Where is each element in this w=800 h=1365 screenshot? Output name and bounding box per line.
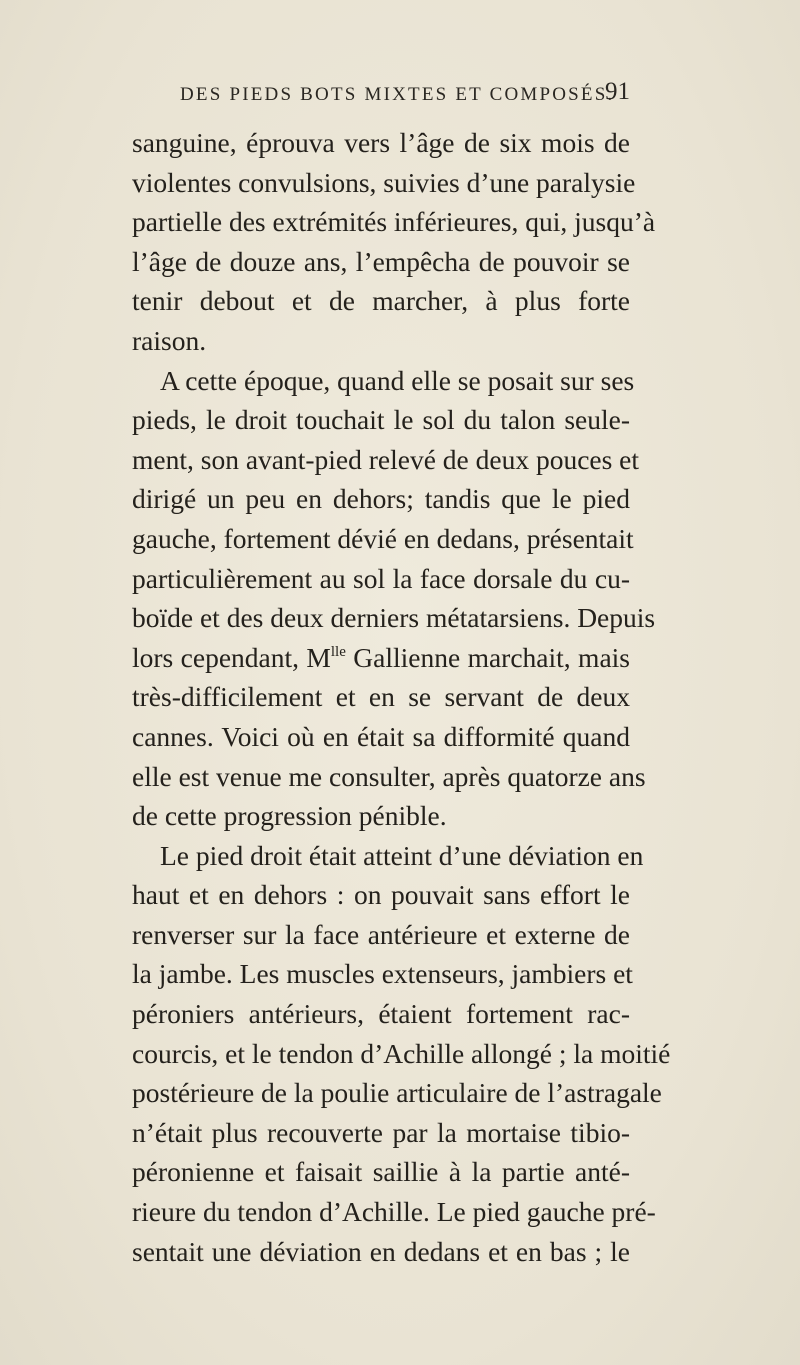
text-line: de cette progression pénible. (132, 800, 447, 832)
text-line: sanguine, éprouva vers l’âge de six mois de (132, 127, 630, 158)
page-number: 91 (605, 78, 630, 105)
text-line: postérieure de la poulie articulaire de l’astragale (132, 1077, 662, 1109)
text-line: boïde et des deux derniers métatarsiens. Depuis (132, 602, 656, 634)
text-line: Le pied droit était atteint d’une déviation en (160, 839, 644, 871)
running-title: DES PIEDS BOTS MIXTES ET COMPOSÉS. (180, 84, 615, 105)
text-line (132, 638, 630, 678)
text-line: sentait une déviation en dedans et en bas ; le (132, 1235, 630, 1267)
text-line: péroniers antérieurs, étaient fortement rac- (132, 998, 630, 1030)
text-line: gauche, fortement dévié en dedans, présentait (132, 522, 634, 554)
text-line: courcis, et le tendon d’Achille allongé ; la moitié (132, 1037, 671, 1069)
abbreviation-superscript: lle (330, 643, 346, 660)
text-line: péronienne et faisait saillie à la partie anté- (132, 1156, 630, 1188)
text-line: violentes convulsions, suivies d’une paralysie (132, 166, 636, 198)
text-line: particulièrement au sol la face dorsale du cu- (132, 562, 630, 594)
text-line: renverser sur la face antérieure et externe de (132, 918, 630, 950)
text-line: n’était plus recouverte par la mortaise tibio- (132, 1116, 630, 1148)
text-line: raison. (132, 324, 207, 356)
text-line: cannes. Voici où en était sa difformité quand (132, 720, 630, 752)
text-segment: Gallienne marchait, mais (345, 641, 630, 673)
text-line: elle est venue me consulter, après quatorze ans (132, 760, 646, 792)
text-line: partielle des extrémités inférieures, qui, jusqu’à (132, 206, 656, 238)
text-line: dirigé un peu en dehors; tandis que le pied (132, 483, 630, 515)
text-line: ment, son avant-pied relevé de deux pouces et (132, 443, 640, 475)
text-line: la jambe. Les muscles extenseurs, jambiers et (132, 958, 633, 990)
text-line: très-difficilement et en se servant de deux (132, 681, 630, 713)
text-line: pieds, le droit touchait le sol du talon seule- (132, 404, 630, 436)
text-line: A cette époque, quand elle se posait sur ses (160, 364, 635, 396)
text-segment: lors cependant, M (132, 641, 331, 673)
text-line: haut et en dehors : on pouvait sans effort le (132, 879, 630, 911)
text-line: rieure du tendon d’Achille. Le pied gauche pré- (132, 1196, 656, 1228)
text-line: l’âge de douze ans, l’empêcha de pouvoir se (132, 245, 630, 277)
text-line: tenir debout et de marcher, à plus forte (132, 285, 630, 317)
body-text (132, 123, 671, 1271)
